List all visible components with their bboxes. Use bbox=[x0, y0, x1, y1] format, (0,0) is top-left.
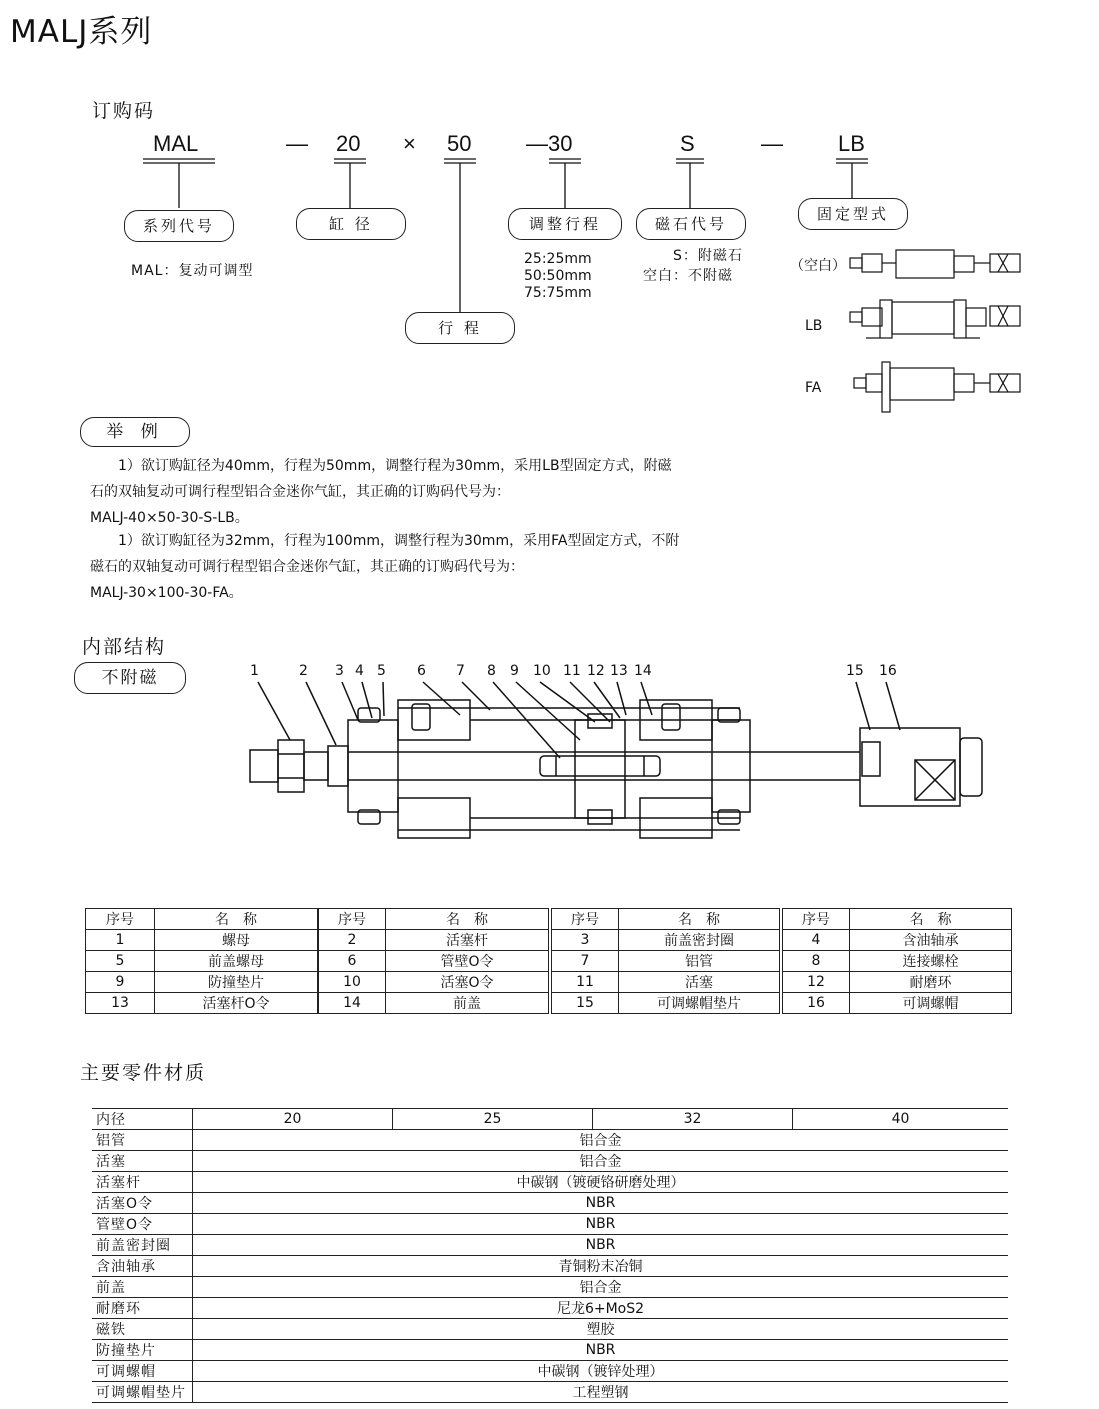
callout-13: 13 bbox=[610, 663, 628, 679]
code-adjust: —30 bbox=[526, 131, 573, 156]
material: NBR bbox=[193, 1340, 1009, 1361]
part-no: 8 bbox=[783, 951, 850, 972]
header-name: 名 称 bbox=[619, 909, 780, 930]
mount-option-fa: FA bbox=[805, 380, 822, 396]
label-bore: 缸 径 bbox=[296, 208, 406, 240]
part-name: 耐磨环 bbox=[92, 1298, 193, 1319]
mount-lb-illustration bbox=[850, 300, 1020, 338]
callout-7: 7 bbox=[456, 663, 465, 679]
table-row bbox=[92, 1151, 1008, 1172]
header-name: 名 称 bbox=[155, 909, 318, 930]
header-no: 序号 bbox=[319, 909, 386, 930]
part-name: 可调螺帽垫片 bbox=[619, 993, 780, 1014]
magnet-option-s: S：附磁石 bbox=[673, 248, 743, 264]
part-name: 活塞杆 bbox=[92, 1172, 193, 1193]
part-name: 含油轴承 bbox=[92, 1256, 193, 1277]
label-mount: 固定型式 bbox=[798, 198, 908, 230]
table-row bbox=[92, 1256, 1008, 1277]
part-name: 活塞 bbox=[619, 972, 780, 993]
parts-table-3 bbox=[551, 908, 780, 1014]
callout-5: 5 bbox=[377, 663, 386, 679]
bore-32: 32 bbox=[593, 1109, 793, 1130]
bore-20: 20 bbox=[193, 1109, 393, 1130]
part-no: 5 bbox=[86, 951, 155, 972]
part-name: 活塞杆 bbox=[386, 930, 549, 951]
materials-heading: 主要零件材质 bbox=[80, 1062, 207, 1084]
part-name: 铝管 bbox=[92, 1130, 193, 1151]
part-no: 4 bbox=[783, 930, 850, 951]
magnet-option-blank: 空白：不附磁 bbox=[643, 268, 733, 284]
part-name: 活塞杆O令 bbox=[155, 993, 318, 1014]
adjust-option-75: 75:75mm bbox=[524, 285, 592, 301]
material: 铝合金 bbox=[193, 1277, 1009, 1298]
adjust-option-50: 50:50mm bbox=[524, 268, 592, 284]
part-no: 13 bbox=[86, 993, 155, 1014]
part-no: 1 bbox=[86, 930, 155, 951]
part-name: 磁铁 bbox=[92, 1319, 193, 1340]
material: NBR bbox=[193, 1193, 1009, 1214]
callout-4: 4 bbox=[355, 663, 364, 679]
code-magnet: S bbox=[680, 131, 695, 156]
table-row bbox=[783, 930, 1012, 951]
material: 中碳钢（镀硬铬研磨处理） bbox=[193, 1172, 1009, 1193]
label-series: 系列代号 bbox=[124, 210, 234, 242]
callout-6: 6 bbox=[417, 663, 426, 679]
table-row bbox=[552, 972, 780, 993]
callout-8: 8 bbox=[487, 663, 496, 679]
material: 塑胶 bbox=[193, 1319, 1009, 1340]
part-name: 前盖 bbox=[92, 1277, 193, 1298]
callout-12: 12 bbox=[587, 663, 605, 679]
materials-table bbox=[92, 1108, 1008, 1403]
callout-16: 16 bbox=[879, 663, 897, 679]
table-row bbox=[552, 951, 780, 972]
part-no: 2 bbox=[319, 930, 386, 951]
material: 中碳钢（镀锌处理） bbox=[193, 1361, 1009, 1382]
callout-10: 10 bbox=[533, 663, 551, 679]
table-row bbox=[86, 930, 318, 951]
part-name: 防撞垫片 bbox=[155, 972, 318, 993]
mount-fa-illustration bbox=[854, 362, 1020, 412]
table-row bbox=[552, 930, 780, 951]
part-name: 前盖 bbox=[386, 993, 549, 1014]
example-line-3: MALJ-40×50-30-S-LB。 bbox=[90, 510, 249, 526]
material: 工程塑钢 bbox=[193, 1382, 1009, 1403]
part-name: 铝管 bbox=[619, 951, 780, 972]
example-line-1: 1）欲订购缸径为40mm，行程为50mm，调整行程为30mm，采用LB型固定方式，附磁 bbox=[118, 458, 672, 474]
table-row bbox=[92, 1130, 1008, 1151]
part-name: 耐磨环 bbox=[850, 972, 1012, 993]
part-name: 活塞 bbox=[92, 1151, 193, 1172]
part-no: 12 bbox=[783, 972, 850, 993]
code-dash-1: — bbox=[286, 131, 308, 156]
material: 尼龙6+MoS2 bbox=[193, 1298, 1009, 1319]
example-heading: 举 例 bbox=[80, 417, 190, 447]
header-name: 名 称 bbox=[850, 909, 1012, 930]
part-name: 前盖密封圈 bbox=[92, 1235, 193, 1256]
part-name: 螺母 bbox=[155, 930, 318, 951]
part-no: 16 bbox=[783, 993, 850, 1014]
part-no: 10 bbox=[319, 972, 386, 993]
part-no: 6 bbox=[319, 951, 386, 972]
part-name: 前盖密封圈 bbox=[619, 930, 780, 951]
part-name: 可调螺帽垫片 bbox=[92, 1382, 193, 1403]
code-dash-2: — bbox=[761, 131, 783, 156]
bore-label: 内径 bbox=[92, 1109, 193, 1130]
parts-table-1 bbox=[85, 908, 318, 1014]
example-line-2: 石的双轴复动可调行程型铝合金迷你气缸，其正确的订购码代号为： bbox=[90, 484, 510, 500]
material: NBR bbox=[193, 1214, 1009, 1235]
table-row bbox=[92, 1172, 1008, 1193]
part-name: 含油轴承 bbox=[850, 930, 1012, 951]
table-row bbox=[92, 1277, 1008, 1298]
table-row bbox=[92, 1382, 1008, 1403]
part-name: 管壁O令 bbox=[386, 951, 549, 972]
part-name: 活塞O令 bbox=[92, 1193, 193, 1214]
part-name: 活塞O令 bbox=[386, 972, 549, 993]
table-row bbox=[92, 1298, 1008, 1319]
callout-11: 11 bbox=[563, 663, 581, 679]
part-name: 连接螺栓 bbox=[850, 951, 1012, 972]
mount-blank-illustration bbox=[850, 250, 1020, 278]
series-note: MAL：复动可调型 bbox=[131, 263, 254, 279]
code-series: MAL bbox=[153, 131, 199, 156]
materials-header-row bbox=[92, 1109, 1008, 1130]
table-row bbox=[552, 993, 780, 1014]
material: NBR bbox=[193, 1235, 1009, 1256]
cylinder-cross-section bbox=[0, 680, 1099, 850]
part-name: 防撞垫片 bbox=[92, 1340, 193, 1361]
table-row bbox=[92, 1361, 1008, 1382]
table-row bbox=[783, 993, 1012, 1014]
callout-2: 2 bbox=[299, 663, 308, 679]
mount-option-lb: LB bbox=[805, 318, 823, 334]
material: 青铜粉末冶铜 bbox=[193, 1256, 1009, 1277]
code-bore: 20 bbox=[336, 131, 361, 156]
table-row bbox=[86, 972, 318, 993]
label-stroke: 行 程 bbox=[405, 312, 515, 344]
table-row bbox=[92, 1319, 1008, 1340]
part-name: 可调螺帽 bbox=[92, 1361, 193, 1382]
part-no: 15 bbox=[552, 993, 619, 1014]
material: 铝合金 bbox=[193, 1151, 1009, 1172]
bore-25: 25 bbox=[393, 1109, 593, 1130]
parts-table-4 bbox=[782, 908, 1012, 1014]
structure-tag: 不附磁 bbox=[74, 662, 186, 694]
table-row bbox=[92, 1235, 1008, 1256]
callout-15: 15 bbox=[846, 663, 864, 679]
adjust-option-25: 25:25mm bbox=[524, 251, 592, 267]
part-name: 管壁O令 bbox=[92, 1214, 193, 1235]
table-row bbox=[783, 951, 1012, 972]
header-no: 序号 bbox=[783, 909, 850, 930]
table-row bbox=[92, 1214, 1008, 1235]
callout-labels bbox=[0, 660, 1099, 682]
code-stroke: 50 bbox=[447, 131, 472, 156]
page-title: MALJ系列 bbox=[10, 14, 153, 50]
table-row bbox=[86, 993, 318, 1014]
mount-option-blank: （空白） bbox=[790, 258, 846, 274]
example-line-4: 1）欲订购缸径为32mm，行程为100mm，调整行程为30mm，采用FA型固定方式，不附 bbox=[118, 533, 680, 549]
table-row bbox=[319, 972, 549, 993]
structure-heading: 内部结构 bbox=[82, 636, 167, 658]
header-no: 序号 bbox=[86, 909, 155, 930]
code-times: × bbox=[403, 131, 416, 156]
example-line-5: 磁石的双轴复动可调行程型铝合金迷你气缸，其正确的订购码代号为： bbox=[90, 559, 524, 575]
header-name: 名 称 bbox=[386, 909, 549, 930]
label-magnet: 磁石代号 bbox=[636, 208, 746, 240]
table-row bbox=[319, 951, 549, 972]
part-no: 11 bbox=[552, 972, 619, 993]
table-row bbox=[319, 930, 549, 951]
bore-40: 40 bbox=[793, 1109, 1009, 1130]
part-no: 14 bbox=[319, 993, 386, 1014]
table-row bbox=[783, 972, 1012, 993]
table-row bbox=[86, 951, 318, 972]
label-adjust: 调整行程 bbox=[508, 208, 622, 240]
table-row bbox=[92, 1340, 1008, 1361]
table-row bbox=[92, 1193, 1008, 1214]
part-name: 前盖螺母 bbox=[155, 951, 318, 972]
part-no: 7 bbox=[552, 951, 619, 972]
parts-table-2 bbox=[318, 908, 549, 1014]
callout-3: 3 bbox=[335, 663, 344, 679]
callout-1: 1 bbox=[250, 663, 259, 679]
part-no: 9 bbox=[86, 972, 155, 993]
part-name: 可调螺帽 bbox=[850, 993, 1012, 1014]
table-row bbox=[319, 993, 549, 1014]
order-code-heading: 订购码 bbox=[92, 100, 156, 122]
code-mount: LB bbox=[838, 131, 865, 156]
part-no: 3 bbox=[552, 930, 619, 951]
header-no: 序号 bbox=[552, 909, 619, 930]
callout-9: 9 bbox=[510, 663, 519, 679]
material: 铝合金 bbox=[193, 1130, 1009, 1151]
example-line-6: MALJ-30×100-30-FA。 bbox=[90, 585, 243, 601]
callout-14: 14 bbox=[634, 663, 652, 679]
